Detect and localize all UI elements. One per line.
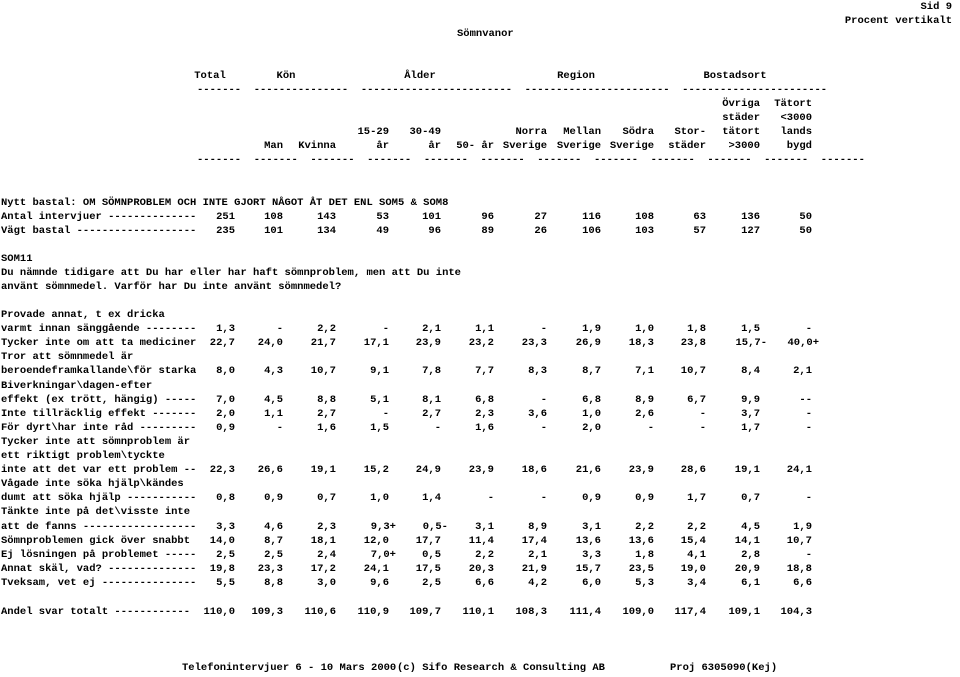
table-row-cell: 2,1: [422, 323, 441, 336]
table-row-cell: 3,3: [216, 520, 235, 533]
total-row-cell: 109,3: [251, 606, 283, 618]
table-row-cell: 6,6: [475, 576, 494, 589]
column-header-label: Stor-: [674, 126, 706, 138]
table-row-cell: 19,1: [734, 464, 760, 477]
table-row-cell: 0,7: [317, 492, 336, 505]
table-row-cell: 3,1: [582, 520, 601, 533]
column-header-label: <3000: [780, 112, 812, 124]
table-row-cell: 23,2: [468, 337, 494, 350]
table-row-cell: -: [805, 421, 812, 434]
table-row-cell: 0,9: [216, 421, 235, 434]
table-row-cell: 6,1: [741, 576, 760, 589]
table-row-cell: 17,7: [415, 534, 441, 547]
table-row-cell: --: [799, 393, 812, 406]
table-row-cell: 23,5: [628, 562, 654, 575]
table-row-cell: 14,1: [734, 534, 760, 547]
table-row-cell: -: [276, 323, 283, 336]
table-row-label: Tänkte inte på det\visste inte: [1, 506, 191, 519]
total-row-cell: 110,9: [357, 606, 389, 618]
table-row-cell: -: [487, 492, 494, 505]
table-row-cell: 2,0: [582, 421, 601, 434]
table-row-cell: 15,7: [575, 562, 601, 575]
table-row-cell: 2,7: [422, 407, 441, 420]
column-header-label: Norra: [515, 126, 547, 138]
base-row-cell: 116: [582, 211, 601, 223]
column-header-label: tätort: [722, 126, 760, 138]
table-row-cell: 3,0: [317, 576, 336, 589]
table-row-cell: 5,1: [370, 393, 389, 406]
table-row-cell: 8,3: [528, 365, 547, 378]
table-row-cell: 1,9: [582, 323, 601, 336]
table-row-cell: 8,9: [635, 393, 654, 406]
page-number: Sid 9: [920, 1, 952, 13]
table-row-cell: 20,9: [734, 562, 760, 575]
table-row-cell: 2,7: [317, 407, 336, 420]
table-row-cell: 11,4: [468, 534, 494, 547]
column-header-label: Tätort: [774, 98, 812, 110]
table-row-cell: -: [699, 407, 706, 420]
column-header-label: Sverige: [556, 140, 601, 152]
table-row-cell: -: [540, 393, 547, 406]
table-row-cell: 1,8: [687, 323, 706, 336]
report-title: Sömnvanor: [457, 28, 514, 40]
table-row-cell: -: [382, 407, 389, 420]
table-row-cell: 2,3: [475, 407, 494, 420]
column-header-label: bygd: [786, 140, 812, 152]
table-row-cell: -: [647, 421, 654, 434]
total-row-cell: 109,1: [728, 606, 760, 618]
table-row-cell: 8,7: [582, 365, 601, 378]
table-row-cell: 7,7: [475, 365, 494, 378]
base-row-cell: 49: [376, 225, 389, 237]
table-row-cell: 2,5: [216, 548, 235, 561]
table-row-cell: 4,5: [741, 520, 760, 533]
table-row-cell: 3,6: [528, 407, 547, 420]
question-text-1: Du nämnde tidigare att Du har eller har haft sömnproblem, men att Du inte: [1, 267, 461, 279]
table-row-cell: 6,8: [475, 393, 494, 406]
table-row-cell: -: [540, 421, 547, 434]
footer-middle: (c) Sifo Research & Consulting AB: [397, 662, 605, 674]
table-row-cell: 18,6: [521, 464, 547, 477]
table-row-label: effekt (ex trött, hängig) -----: [1, 393, 197, 406]
table-row-cell: -: [805, 323, 812, 336]
column-header-label: Mellan: [563, 126, 601, 138]
question-code: SOM11: [1, 253, 33, 265]
base-title: Nytt bastal: OM SÖMNPROBLEM OCH INTE GJORT NÅGOT ÅT DET ENL SOM5 & SOM8: [1, 197, 449, 209]
column-header-label: 15-29: [357, 126, 389, 138]
table-row-label: Sömnproblemen gick över snabbt: [1, 534, 191, 547]
table-row-cell: -: [276, 421, 283, 434]
column-header-label: Södra: [622, 126, 654, 138]
table-row-cell: 17,5: [415, 562, 441, 575]
table-row-cell: 1,4: [422, 492, 441, 505]
base-row-cell: 50: [799, 211, 812, 223]
table-row-cell: 24,0: [257, 337, 283, 350]
table-row-cell: -: [805, 407, 812, 420]
table-row-cell: 23,8: [680, 337, 706, 350]
table-row-cell: 17,2: [310, 562, 336, 575]
table-row-cell: 19,1: [310, 464, 336, 477]
table-row-cell: 26,6: [257, 464, 283, 477]
table-row-cell: 1,9: [793, 520, 812, 533]
table-row-cell: 4,6: [264, 520, 283, 533]
table-row-cell: 2,2: [635, 520, 654, 533]
table-row-cell: 1,1: [264, 407, 283, 420]
table-row-cell: 24,9: [415, 464, 441, 477]
base-row-cell: 134: [317, 225, 336, 237]
table-row-label: Provade annat, t ex dricka: [1, 309, 165, 321]
table-row-cell: 2,5: [422, 576, 441, 589]
total-row-cell: 104,3: [780, 606, 812, 618]
table-row-cell: 10,7: [786, 534, 812, 547]
table-row-cell: 15,4: [680, 534, 706, 547]
column-header-label: Övriga: [722, 98, 760, 110]
base-row-cell: 136: [741, 211, 760, 223]
table-row-cell: 28,6: [680, 464, 706, 477]
total-row-cell: 110,6: [304, 606, 336, 618]
table-row-label: För dyrt\har inte råd ---------: [1, 421, 197, 434]
table-row-cell: 13,6: [628, 534, 654, 547]
base-row-cell: 101: [264, 225, 283, 237]
table-row-cell: 40,0+: [787, 337, 819, 350]
base-row-label: Vägt bastal -------------------: [1, 225, 197, 237]
table-row-cell: 12,0: [363, 534, 389, 547]
table-row-cell: 13,6: [575, 534, 601, 547]
table-row-cell: 1,0: [635, 323, 654, 336]
table-row-label: Vågade inte söka hjälp\kändes: [1, 478, 184, 491]
table-row-cell: 9,3+: [370, 520, 396, 533]
column-header-label: lands: [780, 126, 812, 138]
table-row-cell: 7,0: [216, 393, 235, 406]
table-row-cell: 8,8: [264, 576, 283, 589]
table-row-cell: 21,6: [575, 464, 601, 477]
table-row-cell: 10,7: [680, 365, 706, 378]
total-row-cell: 109,0: [622, 606, 654, 618]
table-row-label: dumt att söka hjälp -----------: [1, 492, 197, 505]
table-row-cell: 2,2: [687, 520, 706, 533]
group-rule: ------- --------------- ------------------------ ----------------------- -----------------------: [197, 84, 828, 96]
base-row-cell: 57: [693, 225, 706, 237]
table-row-label: ett riktigt problem\tyckte: [1, 450, 165, 462]
question-text-2: använt sömnmedel. Varför har Du inte använt sömnmedel?: [1, 281, 342, 293]
table-row-label: Tycker inte att sömnproblem är: [1, 435, 191, 448]
table-row-label: Inte tillräcklig effekt -------: [1, 407, 197, 420]
column-header-label: 30-49: [409, 126, 441, 138]
table-row-cell: 4,2: [528, 576, 547, 589]
table-row-cell: 23,9: [468, 464, 494, 477]
footer-left: Telefonintervjuer 6 - 10 Mars 2000: [182, 662, 397, 674]
table-row-cell: 7,8: [422, 365, 441, 378]
table-row-cell: 22,7: [209, 337, 235, 350]
base-row-label: Antal intervjuer --------------: [1, 211, 197, 223]
base-row-cell: 251: [216, 211, 235, 223]
table-row-cell: 0,7: [741, 492, 760, 505]
column-header-label: år: [376, 140, 389, 152]
table-row-cell: 2,2: [475, 548, 494, 561]
table-row-cell: 0,9: [635, 492, 654, 505]
column-header-label: Sverige: [609, 140, 654, 152]
table-row-label: Ej lösningen på problemet -----: [1, 548, 197, 561]
group-header: Ålder: [404, 70, 436, 82]
table-row-cell: 26,9: [575, 337, 601, 350]
base-row-cell: 108: [264, 211, 283, 223]
base-row-cell: 127: [741, 225, 760, 237]
base-row-cell: 103: [635, 225, 654, 237]
table-row-cell: 8,9: [528, 520, 547, 533]
footer-right: Proj 6305090(Kej): [670, 662, 778, 674]
table-row-cell: 23,9: [628, 464, 654, 477]
total-row-cell: 108,3: [515, 606, 547, 618]
table-row-label: varmt innan sänggående --------: [1, 323, 197, 336]
table-row-cell: 4,1: [687, 548, 706, 561]
table-row-cell: 8,7: [264, 534, 283, 547]
table-row-cell: 22,3: [209, 464, 235, 477]
table-row-cell: 24,1: [363, 562, 389, 575]
table-row-cell: 0,8: [216, 492, 235, 505]
table-row-cell: 18,8: [786, 562, 812, 575]
table-row-cell: 6,8: [582, 393, 601, 406]
column-header-label: >3000: [728, 140, 760, 152]
table-row-label: beroendeframkallande\för starka: [1, 365, 197, 378]
table-row-cell: 14,0: [209, 534, 235, 547]
table-row-cell: 23,9: [415, 337, 441, 350]
table-row-cell: 24,1: [786, 464, 812, 477]
table-row-cell: 1,3: [216, 323, 235, 336]
table-row-cell: 9,6: [370, 576, 389, 589]
table-row-cell: 2,3: [317, 520, 336, 533]
table-row-cell: 8,0: [216, 365, 235, 378]
table-row-cell: 5,3: [635, 576, 654, 589]
table-row-cell: 2,6: [635, 407, 654, 420]
table-row-cell: 15,2: [363, 464, 389, 477]
table-row-cell: 8,1: [422, 393, 441, 406]
table-row-cell: 20,3: [468, 562, 494, 575]
column-header-label: städer: [722, 112, 760, 124]
base-row-cell: 235: [216, 225, 235, 237]
base-row-cell: 108: [635, 211, 654, 223]
total-row-label: Andel svar totalt ------------: [1, 606, 191, 618]
table-row-cell: -: [699, 421, 706, 434]
base-row-cell: 96: [428, 225, 441, 237]
page-subtitle: Procent vertikalt: [844, 15, 952, 27]
base-row-cell: 27: [534, 211, 547, 223]
table-row-cell: 1,8: [635, 548, 654, 561]
base-row-cell: 26: [534, 225, 547, 237]
table-row-cell: -: [540, 492, 547, 505]
table-row-cell: 9,9: [741, 393, 760, 406]
table-row-cell: 2,8: [741, 548, 760, 561]
table-row-label: att de fanns ------------------: [1, 520, 197, 533]
table-row-cell: 3,4: [687, 576, 706, 589]
total-row-cell: 111,4: [569, 606, 601, 618]
table-row-cell: -: [434, 421, 441, 434]
table-row-cell: -: [805, 492, 812, 505]
table-row-cell: 19,0: [680, 562, 706, 575]
table-row-cell: -: [805, 548, 812, 561]
total-row-cell: 110,1: [462, 606, 494, 618]
column-header-label: 50- år: [456, 140, 494, 152]
table-row-cell: 3,1: [475, 520, 494, 533]
column-header-label: Sverige: [502, 140, 547, 152]
table-row-cell: 3,3: [582, 548, 601, 561]
base-row-cell: 63: [693, 211, 706, 223]
table-row-cell: 7,0+: [370, 548, 396, 561]
column-header-label: Kvinna: [298, 140, 336, 152]
table-row-cell: 21,7: [310, 337, 336, 350]
table-row-cell: 8,4: [741, 365, 760, 378]
base-row-cell: 53: [376, 211, 389, 223]
group-header: Kön: [276, 70, 296, 82]
table-row-label: Tycker inte om att ta mediciner: [1, 337, 197, 350]
column-header-label: städer: [668, 140, 706, 152]
table-row-cell: 1,7: [687, 492, 706, 505]
table-row-cell: 4,3: [264, 365, 283, 378]
base-row-cell: 89: [481, 225, 494, 237]
table-row-cell: 2,4: [317, 548, 336, 561]
base-row-cell: 143: [317, 211, 336, 223]
table-row-cell: -: [382, 323, 389, 336]
table-row-cell: 21,9: [521, 562, 547, 575]
table-row-cell: 1,5: [741, 323, 760, 336]
table-row-cell: 0,5-: [422, 520, 448, 533]
table-row-cell: 1,7: [741, 421, 760, 434]
group-header: Bostadsort: [703, 70, 767, 82]
table-row-cell: 17,4: [521, 534, 547, 547]
table-row-label: Biverkningar\dagen-efter: [1, 379, 153, 392]
base-row-cell: 96: [481, 211, 494, 223]
table-row-cell: 17,1: [363, 337, 389, 350]
table-row-cell: 6,6: [793, 576, 812, 589]
table-row-cell: 8,8: [317, 393, 336, 406]
base-row-cell: 50: [799, 225, 812, 237]
table-row-cell: 23,3: [257, 562, 283, 575]
table-row-cell: 0,9: [264, 492, 283, 505]
table-row-cell: 0,5: [422, 548, 441, 561]
table-row-cell: -: [540, 323, 547, 336]
group-header: Region: [557, 70, 595, 82]
table-row-cell: 18,3: [628, 337, 654, 350]
column-rule: ------- ------- ------- ------- ------- ------- ------- ------- ------- ------- ------- -------: [197, 154, 865, 166]
table-row-label: inte att det var ett problem --: [1, 464, 197, 477]
table-row-cell: 10,7: [310, 365, 336, 378]
table-row-label: Tror att sömnmedel är: [1, 351, 134, 364]
table-row-cell: 1,5: [370, 421, 389, 434]
table-row-cell: 18,1: [310, 534, 336, 547]
total-row-cell: 109,7: [409, 606, 441, 618]
total-row-cell: 117,4: [674, 606, 706, 618]
table-row-cell: 4,5: [264, 393, 283, 406]
table-row-cell: 1,1: [475, 323, 494, 336]
table-row-label: Annat skäl, vad? --------------: [1, 562, 197, 575]
table-row-cell: 6,0: [582, 576, 601, 589]
total-row-cell: 110,0: [203, 606, 235, 618]
table-row-cell: 1,6: [317, 421, 336, 434]
table-row-cell: 0,9: [582, 492, 601, 505]
table-row-cell: 2,0: [216, 407, 235, 420]
base-row-cell: 101: [422, 211, 441, 223]
column-header-label: Man: [264, 140, 283, 152]
table-row-cell: 5,5: [216, 576, 235, 589]
table-row-cell: 2,2: [317, 323, 336, 336]
table-row-cell: 1,0: [582, 407, 601, 420]
table-row-cell: 9,1: [370, 365, 389, 378]
table-row-cell: 15,7-: [735, 337, 767, 350]
table-row-cell: 7,1: [635, 365, 654, 378]
table-row-cell: 6,7: [687, 393, 706, 406]
base-row-cell: 106: [582, 225, 601, 237]
table-row-cell: 2,1: [793, 365, 812, 378]
table-row-cell: 2,1: [528, 548, 547, 561]
table-row-cell: 23,3: [521, 337, 547, 350]
table-row-cell: 2,5: [264, 548, 283, 561]
table-row-cell: 3,7: [741, 407, 760, 420]
group-header: Total: [194, 70, 226, 82]
table-row-cell: 1,6: [475, 421, 494, 434]
table-row-cell: 19,8: [209, 562, 235, 575]
table-row-label: Tveksam, vet ej ---------------: [1, 576, 197, 589]
table-row-cell: 1,0: [370, 492, 389, 505]
column-header-label: år: [428, 140, 441, 152]
